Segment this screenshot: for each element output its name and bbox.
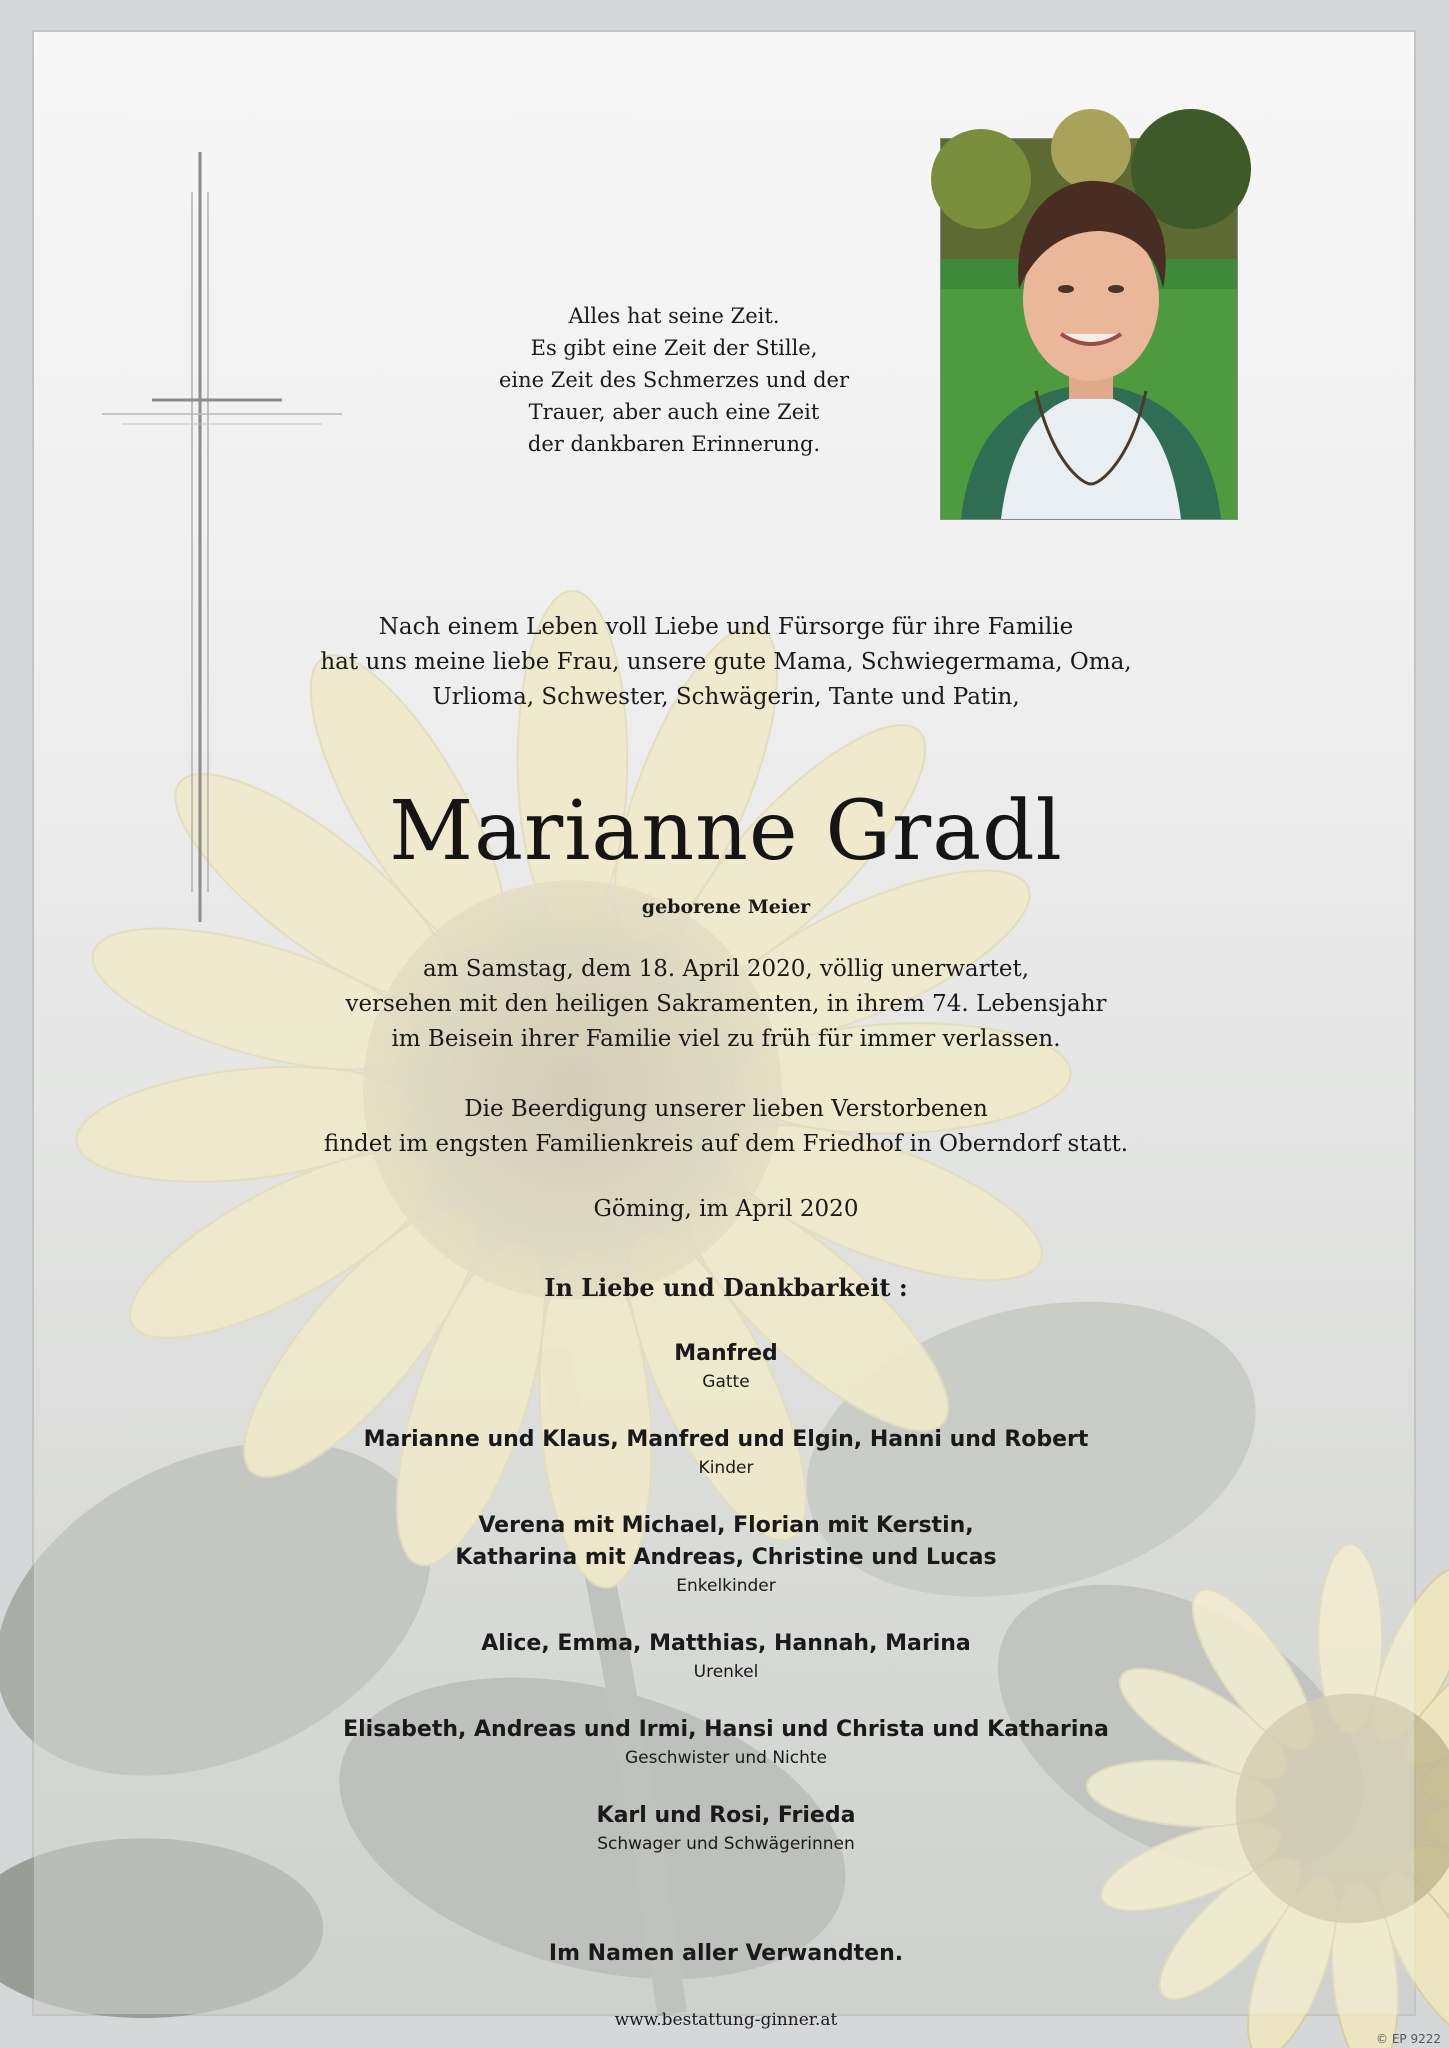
mourner-group [234, 1338, 1218, 1394]
quote-line: Trauer, aber auch eine Zeit [528, 400, 820, 424]
mourner-group [234, 1714, 1218, 1770]
intro-line: hat uns meine liebe Frau, unsere gute Mama, Schwiegermama, Oma, [320, 649, 1132, 675]
mourner-relation: Enkelkinder [676, 1576, 776, 1596]
mourner-names: Karl und Rosi, Frieda [596, 1803, 856, 1828]
mourner-names: Elisabeth, Andreas und Irmi, Hansi und Christa und Katharina [343, 1717, 1109, 1742]
death-notice [234, 952, 1218, 1057]
death-line: am Samstag, dem 18. April 2020, völlig unerwartet, [422, 956, 1030, 982]
mourner-group [234, 1628, 1218, 1684]
thanks-heading: In Liebe und Dankbarkeit : [544, 1273, 908, 1302]
obituary-card [32, 30, 1416, 2030]
mourner-names: Manfred [674, 1341, 778, 1366]
death-line: versehen mit den heiligen Sakramenten, in ihrem 74. Lebensjahr [345, 991, 1107, 1017]
mourner-group [234, 1424, 1218, 1480]
quote [414, 300, 934, 460]
funeral-line: Die Beerdigung unserer lieben Verstorbenen [464, 1096, 988, 1122]
print-code: © EP 9222 [1376, 2032, 1441, 2046]
mourner-group [234, 1800, 1218, 1856]
mourner-relation: Kinder [698, 1458, 754, 1478]
quote-line: Es gibt eine Zeit der Stille, [530, 336, 818, 360]
mourner-relation: Gatte [702, 1372, 750, 1392]
intro-text [234, 610, 1218, 715]
mourner-group [234, 1510, 1218, 1598]
funeral-line: findet im engsten Familienkreis auf dem Friedhof in Oberndorf statt. [323, 1131, 1129, 1157]
quote-line: eine Zeit des Schmerzes und der [498, 368, 850, 392]
intro-line: Urlioma, Schwester, Schwägerin, Tante und Patin, [432, 684, 1020, 710]
mourner-names: Marianne und Klaus, Manfred und Elgin, Hanni und Robert [363, 1427, 1089, 1452]
mourner-names: Katharina mit Andreas, Christine und Lucas [455, 1545, 997, 1570]
closing-line: Im Namen aller Verwandten. [548, 1941, 904, 1966]
quote-line: der dankbaren Erinnerung. [527, 432, 821, 456]
portrait-photo [940, 138, 1238, 520]
mourners-list [234, 1338, 1218, 1886]
death-line: im Beisein ihrer Familie viel zu früh für immer verlassen. [391, 1026, 1061, 1052]
funeral-notice [234, 1092, 1218, 1162]
mourner-relation: Geschwister und Nichte [624, 1748, 828, 1768]
intro-line: Nach einem Leben voll Liebe und Fürsorge für ihre Familie [378, 614, 1074, 640]
mourner-relation: Urenkel [693, 1662, 759, 1682]
quote-line: Alles hat seine Zeit. [568, 304, 780, 328]
place-date: Göming, im April 2020 [593, 1196, 859, 1222]
birth-name: geborene Meier [641, 896, 811, 918]
deceased-name: Marianne Gradl [389, 784, 1063, 879]
mourner-relation: Schwager und Schwägerinnen [597, 1834, 855, 1854]
website-link[interactable]: www.bestattung-ginner.at [614, 2010, 838, 2030]
mourner-names: Alice, Emma, Matthias, Hannah, Marina [481, 1631, 971, 1656]
mourner-names: Verena mit Michael, Florian mit Kerstin, [478, 1513, 974, 1538]
